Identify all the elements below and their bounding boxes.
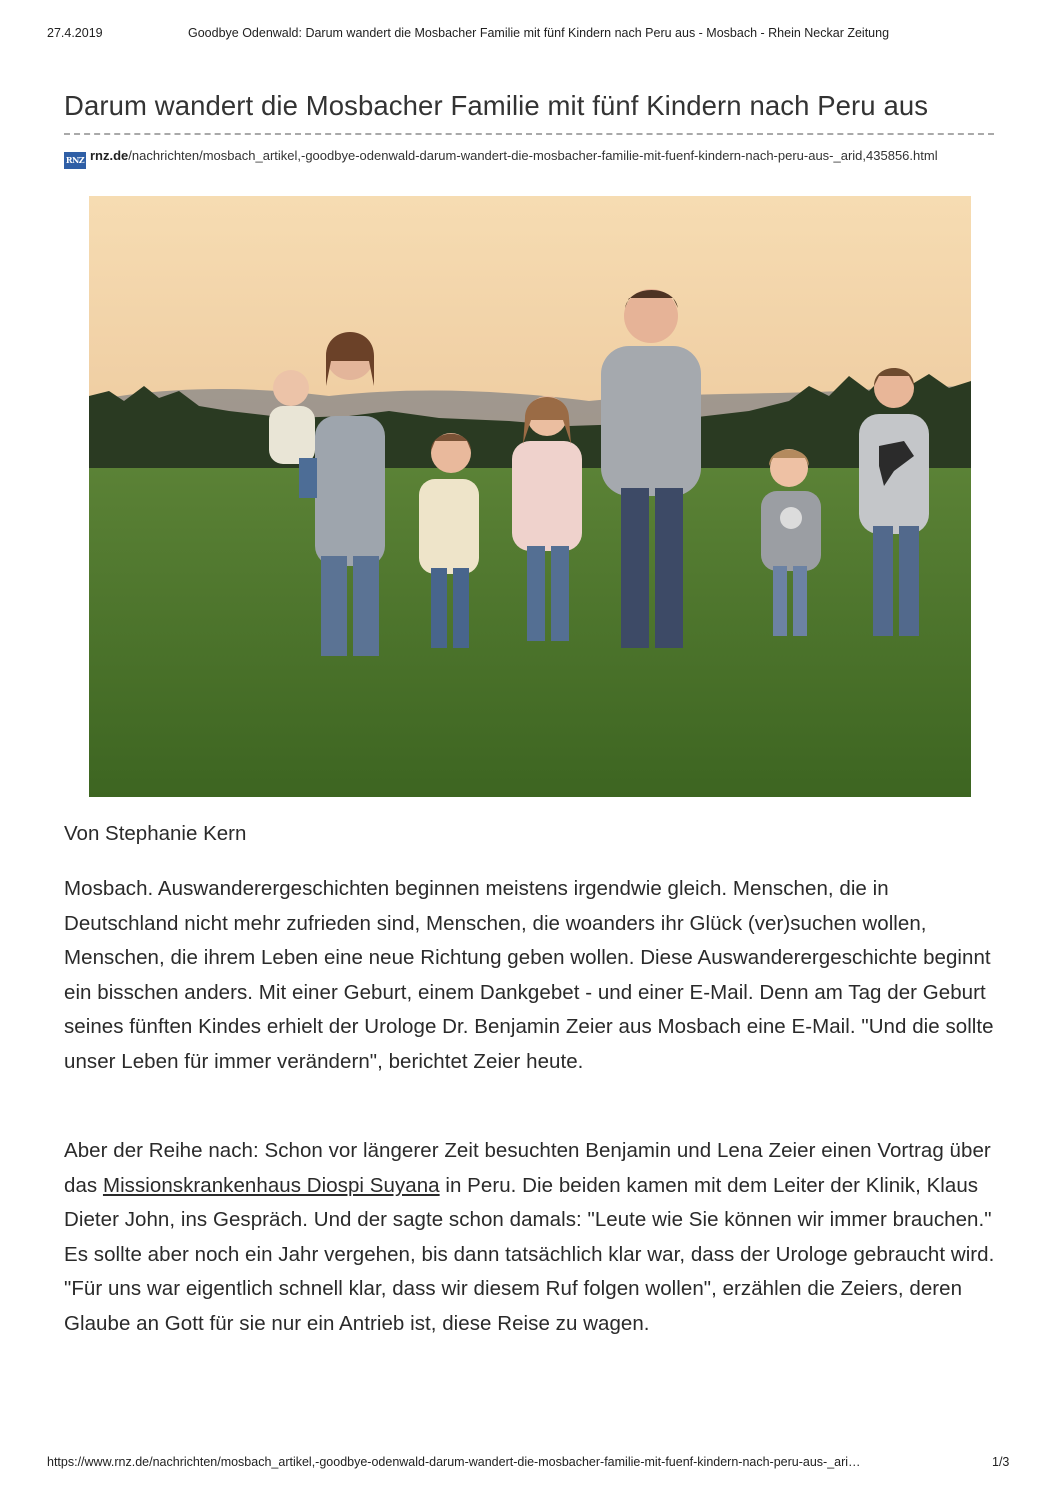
- headline-divider: [64, 133, 994, 135]
- rnz-logo-icon: RNZ: [64, 152, 86, 169]
- page-number: 1/3: [992, 1455, 1010, 1469]
- print-header: [0, 26, 1058, 44]
- source-path: /nachrichten/mosbach_artikel,-goodbye-odenwald-darum-wandert-die-mosbacher-familie-mit-fuenf-kindern-nach-peru-aus-_arid,435856.html: [128, 148, 938, 163]
- family-photo: [89, 196, 971, 797]
- print-url: https://www.rnz.de/nachrichten/mosbach_artikel,-goodbye-odenwald-darum-wandert-die-mosbacher-familie-mit-fuenf-kindern-nach-peru-aus-_ari…: [47, 1455, 861, 1469]
- diospi-suyana-link[interactable]: Missionskrankenhaus Diospi Suyana: [102, 1173, 440, 1197]
- article-headline: Darum wandert die Mosbacher Familie mit fünf Kindern nach Peru aus: [64, 90, 929, 121]
- print-page-title: Goodbye Odenwald: Darum wandert die Mosbacher Familie mit fünf Kindern nach Peru aus - Mosbach - Rhein Neckar Zeitung: [188, 26, 890, 40]
- print-date: 27.4.2019: [47, 26, 103, 40]
- print-footer: [0, 1455, 1058, 1473]
- source-link[interactable]: [64, 146, 964, 169]
- article-byline: Von Stephanie Kern: [64, 822, 247, 845]
- source-domain: rnz.de: [90, 148, 129, 163]
- article-paragraph: [64, 1134, 1004, 1342]
- paragraph-text: Aber der Reihe nach: Schon vor längerer Zeit besuchten Benjamin und Lena Zeier einen Vortrag über das: [64, 1139, 991, 1197]
- paragraph-text: in Peru. Die beiden kamen mit dem Leiter der Klinik, Klaus Dieter John, ins Gespräch. Und der sagte schon damals: "Leute wie Sie können wir immer brauchen." Es sollte aber noch ein Jahr vergehen, bis dann tatsächlich klar war, dass der Urologe gebraucht wird. "Für uns war eigentlich schnell klar, dass wir diesem Ruf folgen wollen", erzählen die Zeiers, deren Glaube an Gott für sie nur ein Antrieb ist, diese Reise zu wagen.: [64, 1173, 995, 1335]
- article-paragraph: Mosbach. Auswanderergeschichten beginnen meistens irgendwie gleich. Menschen, die in Deutschland nicht mehr zufrieden sind, Menschen, die woanders ihr Glück (ver)suchen wollen, Menschen, die ihrem Leben eine neue Richtung geben wollen. Diese Auswanderergeschichte beginnt ein bisschen anders. Mit einer Geburt, einem Dankgebet - und einer E-Mail. Denn am Tag der Geburt seines fünften Kindes erhielt der Urologe Dr. Benjamin Zeier aus Mosbach eine E-Mail. "Und die sollte unser Leben für immer verändern", berichtet Zeier heute.: [64, 877, 994, 1073]
